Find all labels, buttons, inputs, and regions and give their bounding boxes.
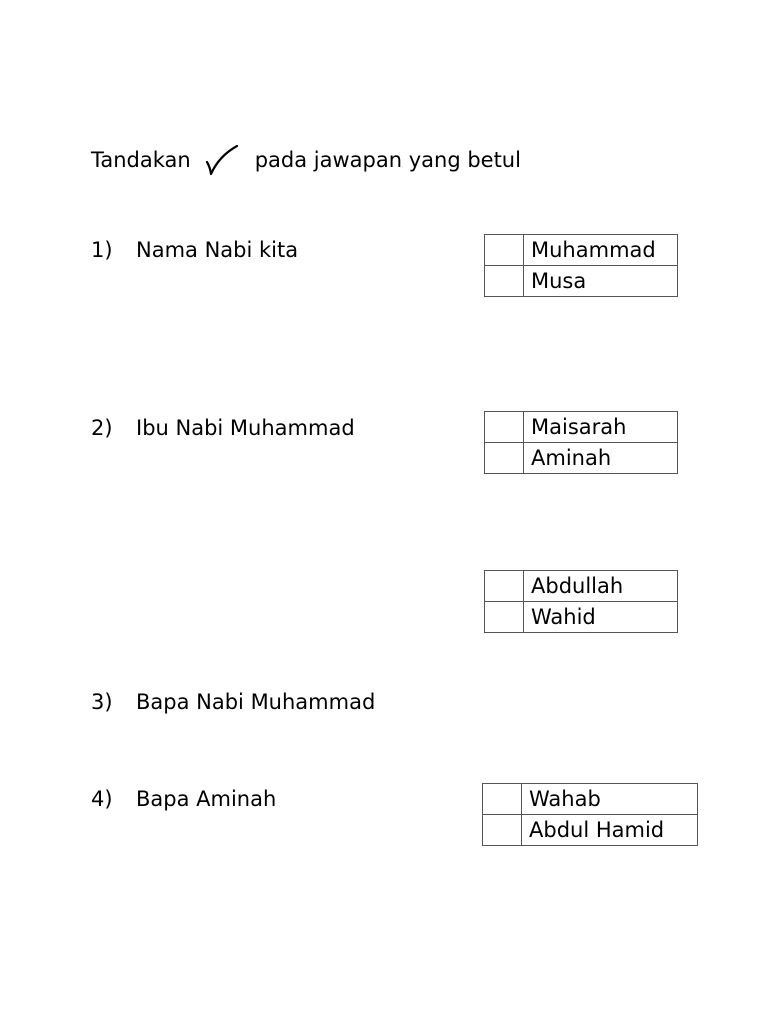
option-table-4 — [482, 783, 698, 846]
question-text: Bapa Nabi Muhammad — [136, 690, 376, 714]
option-row — [485, 412, 678, 443]
option-row — [485, 235, 678, 266]
option-row — [485, 443, 678, 474]
question-2 — [91, 416, 355, 440]
option-label: Maisarah — [524, 412, 678, 443]
option-label: Wahab — [522, 784, 698, 815]
question-number: 3) — [91, 690, 113, 714]
option-table-1 — [484, 234, 678, 297]
answer-checkbox[interactable] — [483, 815, 522, 846]
question-3 — [91, 690, 375, 714]
option-table-3 — [484, 570, 678, 633]
instruction-text-before: Tandakan — [91, 148, 191, 172]
instruction — [91, 140, 521, 180]
option-label: Musa — [524, 266, 678, 297]
option-label: Abdullah — [524, 571, 678, 602]
question-text: Nama Nabi kita — [136, 238, 299, 262]
answer-checkbox[interactable] — [485, 571, 524, 602]
option-row — [485, 571, 678, 602]
question-number: 2) — [91, 416, 113, 440]
option-row — [483, 784, 698, 815]
question-1 — [91, 238, 298, 262]
option-table-2 — [484, 411, 678, 474]
option-label: Aminah — [524, 443, 678, 474]
answer-checkbox[interactable] — [485, 266, 524, 297]
option-row — [485, 602, 678, 633]
question-text: Ibu Nabi Muhammad — [136, 416, 355, 440]
question-text: Bapa Aminah — [136, 787, 277, 811]
option-row — [483, 815, 698, 846]
answer-checkbox[interactable] — [483, 784, 522, 815]
option-label: Muhammad — [524, 235, 678, 266]
instruction-text-after: pada jawapan yang betul — [254, 148, 521, 172]
question-number: 1) — [91, 238, 113, 262]
question-number: 4) — [91, 787, 113, 811]
question-4 — [91, 787, 276, 811]
option-row — [485, 266, 678, 297]
answer-checkbox[interactable] — [485, 412, 524, 443]
answer-checkbox[interactable] — [485, 602, 524, 633]
option-label: Wahid — [524, 602, 678, 633]
answer-checkbox[interactable] — [485, 235, 524, 266]
option-label: Abdul Hamid — [522, 815, 698, 846]
answer-checkbox[interactable] — [485, 443, 524, 474]
check-mark-icon — [203, 142, 243, 178]
